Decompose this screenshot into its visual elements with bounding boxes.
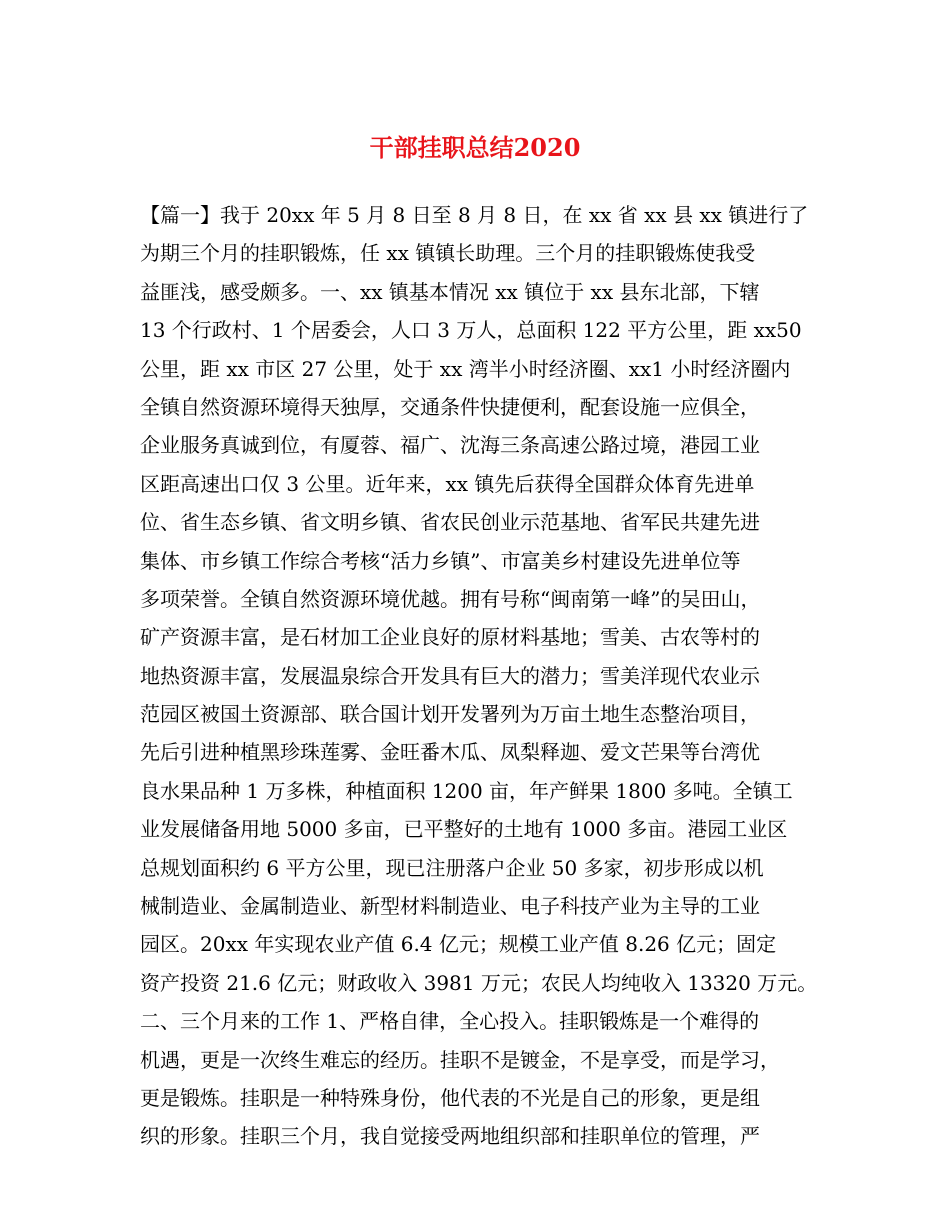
body-line: 更是锻炼。挂职是一种特殊身份，他代表的不光是自己的形象，更是组 (140, 1085, 760, 1110)
body-line: 机遇，更是一次终生难忘的经历。挂职不是镀金，不是享受，而是学习， (140, 1047, 780, 1072)
body-line: 13 个行政村、1 个居委会，人口 3 万人，总面积 122 平方公里，距 xx50 (140, 318, 802, 343)
body-line: 矿产资源丰富，是石材加工企业良好的原材料基地；雪美、古农等村的 (140, 625, 760, 650)
body-line: 多项荣誉。全镇自然资源环境优越。拥有号称“闽南第一峰”的吴田山， (140, 586, 761, 611)
body-line: 【篇一】我于 20xx 年 5 月 8 日至 8 月 8 日，在 xx 省 xx 县 xx 镇进行了 (140, 203, 809, 227)
body-line: 集体、市乡镇工作综合考核“活力乡镇”、市富美乡村建设先进单位等 (140, 548, 741, 573)
document-title: 干部挂职总结2020 (369, 133, 581, 162)
body-line: 业发展储备用地 5000 多亩，已平整好的土地有 1000 多亩。港园工业区 (140, 817, 788, 842)
body-line: 公里，距 xx 市区 27 公里，处于 xx 湾半小时经济圈、xx1 小时经济圈内 (140, 356, 791, 381)
body-line: 总规划面积约 6 平方公里，现已注册落户企业 50 多家，初步形成以机 (140, 855, 764, 880)
document-body (140, 196, 840, 1156)
body-line: 全镇自然资源环境得天独厚，交通条件快捷便利，配套设施一应俱全， (140, 394, 760, 419)
body-line: 位、省生态乡镇、省文明乡镇、省农民创业示范基地、省军民共建先进 (140, 510, 760, 535)
body-line: 益匪浅，感受颇多。一、xx 镇基本情况 xx 镇位于 xx 县东北部，下辖 (140, 279, 760, 304)
body-line: 区距高速出口仅 3 公里。近年来，xx 镇先后获得全国群众体育先进单 (140, 471, 755, 496)
body-line: 先后引进种植黑珍珠莲雾、金旺番木瓜、凤梨释迦、爱文芒果等台湾优 (140, 740, 760, 765)
body-line: 园区。20xx 年实现农业产值 6.4 亿元；规模工业产值 8.26 亿元；固定 (140, 932, 777, 957)
body-line: 地热资源丰富，发展温泉综合开发具有巨大的潜力；雪美洋现代农业示 (140, 663, 760, 688)
body-line: 范园区被国土资源部、联合国计划开发署列为万亩土地生态整治项目， (140, 702, 760, 727)
body-line: 良水果品种 1 万多株，种植面积 1200 亩，年产鲜果 1800 多吨。全镇工 (140, 778, 793, 803)
body-line: 械制造业、金属制造业、新型材料制造业、电子科技产业为主导的工业 (140, 894, 760, 919)
body-line: 为期三个月的挂职锻炼，任 xx 镇镇长助理。三个月的挂职锻炼使我受 (140, 241, 756, 266)
body-line: 资产投资 21.6 亿元；财政收入 3981 万元；农民人均纯收入 13320 万元。 (140, 970, 818, 995)
body-line: 企业服务真诚到位，有厦蓉、福广、沈海三条高速公路过境，港园工业 (140, 433, 760, 458)
body-line: 织的形象。挂职三个月，我自觉接受两地组织部和挂职单位的管理，严 (140, 1124, 760, 1149)
body-line: 二、三个月来的工作 1、严格自律，全心投入。挂职锻炼是一个难得的 (140, 1009, 760, 1034)
